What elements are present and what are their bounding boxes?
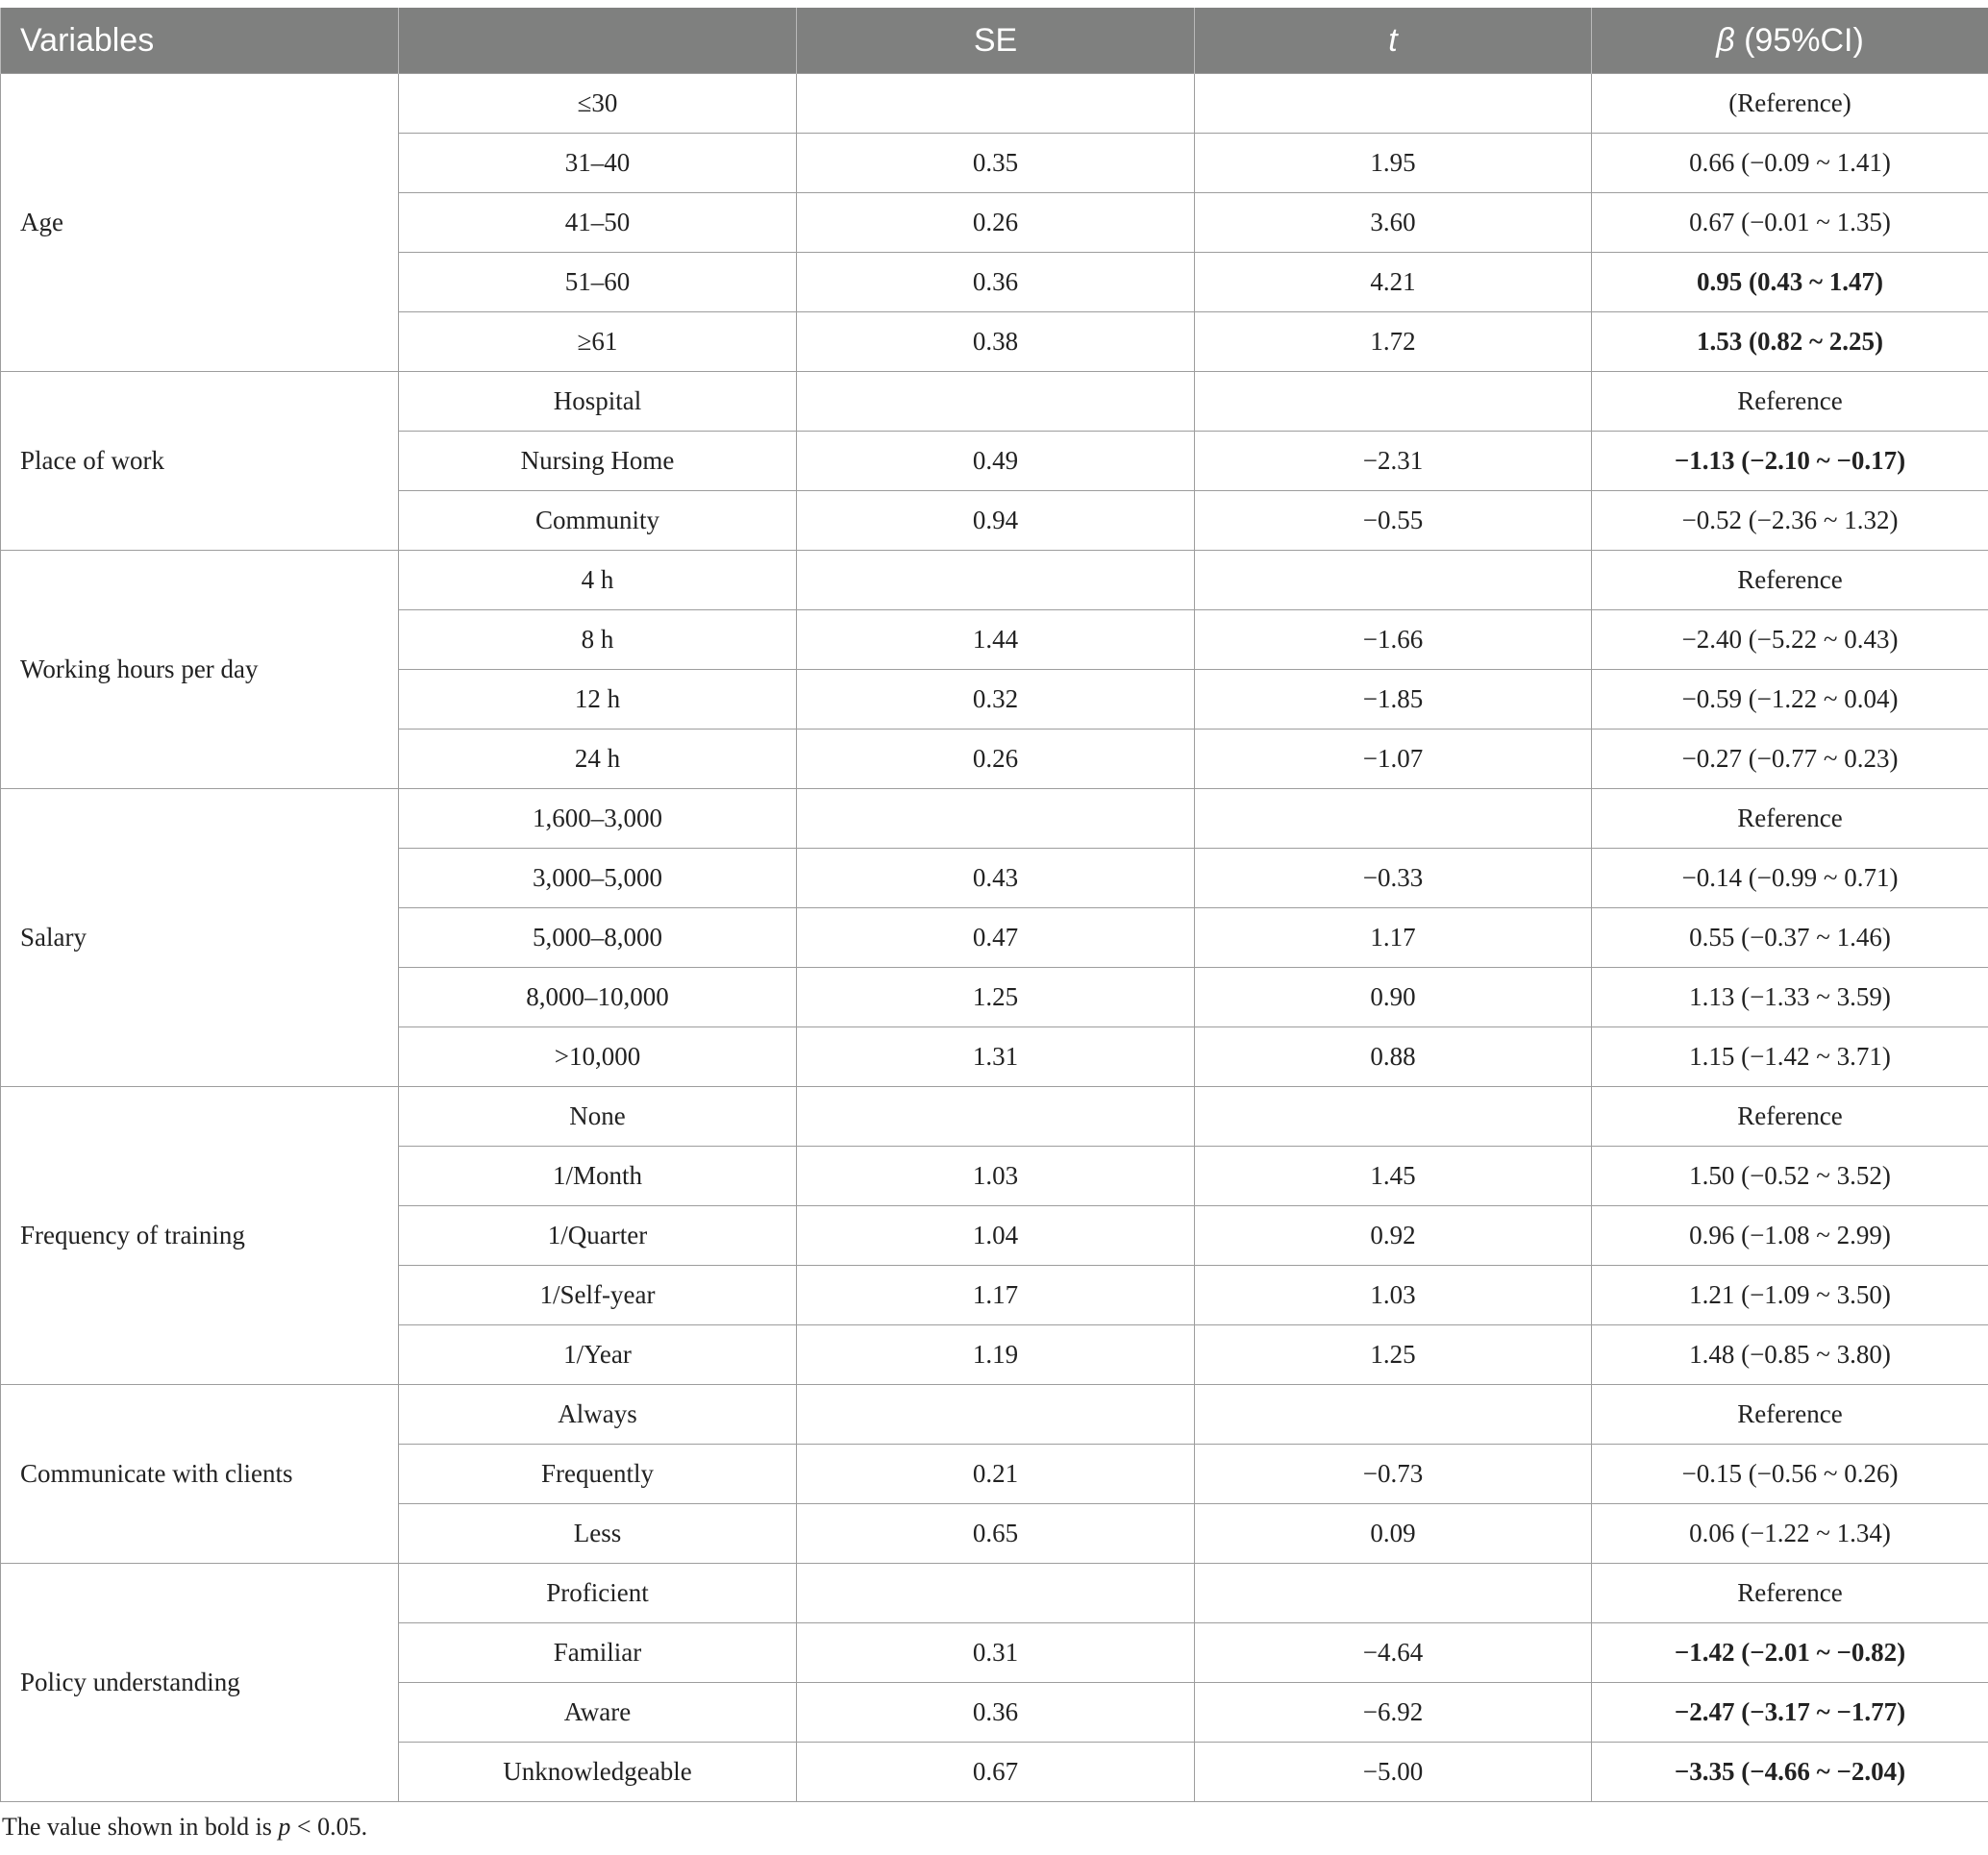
- header-row: [1, 8, 1988, 74]
- level-cell: 8 h: [399, 610, 797, 670]
- beta-ci-cell: 1.13 (−1.33 ~ 3.59): [1592, 968, 1988, 1027]
- beta-ci-cell: Reference: [1592, 1385, 1988, 1445]
- header-beta-symbol: β: [1716, 21, 1735, 59]
- level-cell: 4 h: [399, 551, 797, 610]
- beta-ci-cell: 0.06 (−1.22 ~ 1.34): [1592, 1504, 1988, 1564]
- beta-ci-cell: −0.15 (−0.56 ~ 0.26): [1592, 1445, 1988, 1504]
- beta-ci-cell: Reference: [1592, 789, 1988, 849]
- beta-ci-cell: −0.27 (−0.77 ~ 0.23): [1592, 730, 1988, 789]
- t-cell: 3.60: [1195, 193, 1592, 253]
- t-cell: [1195, 372, 1592, 432]
- beta-ci-cell: Reference: [1592, 372, 1988, 432]
- t-cell: 4.21: [1195, 253, 1592, 312]
- se-cell: 0.21: [797, 1445, 1195, 1504]
- variable-name-cell: Policy understanding: [1, 1564, 399, 1802]
- beta-ci-cell: (Reference): [1592, 74, 1988, 134]
- level-cell: Frequently: [399, 1445, 797, 1504]
- variable-name-cell: Salary: [1, 789, 399, 1087]
- regression-table-container: [0, 8, 1988, 1802]
- beta-ci-cell: 0.67 (−0.01 ~ 1.35): [1592, 193, 1988, 253]
- level-cell: Hospital: [399, 372, 797, 432]
- se-cell: [797, 1087, 1195, 1147]
- beta-ci-cell: Reference: [1592, 551, 1988, 610]
- header-variables: Variables: [1, 8, 399, 74]
- level-cell: 1,600–3,000: [399, 789, 797, 849]
- level-cell: None: [399, 1087, 797, 1147]
- level-cell: 24 h: [399, 730, 797, 789]
- level-cell: 41–50: [399, 193, 797, 253]
- se-cell: 0.38: [797, 312, 1195, 372]
- footnote-p: p: [278, 1813, 291, 1841]
- level-cell: Community: [399, 491, 797, 551]
- table-row: [1, 372, 1988, 432]
- level-cell: Unknowledgeable: [399, 1743, 797, 1802]
- table-header: [1, 8, 1988, 74]
- se-cell: 1.25: [797, 968, 1195, 1027]
- se-cell: 1.04: [797, 1206, 1195, 1266]
- t-cell: [1195, 551, 1592, 610]
- variable-name-cell: Place of work: [1, 372, 399, 551]
- beta-ci-cell: 0.96 (−1.08 ~ 2.99): [1592, 1206, 1988, 1266]
- table-row: [1, 789, 1988, 849]
- se-cell: 0.94: [797, 491, 1195, 551]
- beta-ci-cell: Reference: [1592, 1564, 1988, 1623]
- t-cell: 1.95: [1195, 134, 1592, 193]
- beta-ci-cell: 1.48 (−0.85 ~ 3.80): [1592, 1325, 1988, 1385]
- variable-name-cell: Communicate with clients: [1, 1385, 399, 1564]
- t-cell: 1.72: [1195, 312, 1592, 372]
- header-level: [399, 8, 797, 74]
- t-cell: [1195, 1087, 1592, 1147]
- level-cell: Familiar: [399, 1623, 797, 1683]
- se-cell: [797, 74, 1195, 134]
- level-cell: Nursing Home: [399, 432, 797, 491]
- header-beta: [1592, 8, 1988, 74]
- t-cell: 1.45: [1195, 1147, 1592, 1206]
- t-cell: 1.25: [1195, 1325, 1592, 1385]
- header-se: SE: [797, 8, 1195, 74]
- beta-ci-cell: −2.47 (−3.17 ~ −1.77): [1592, 1683, 1988, 1743]
- level-cell: >10,000: [399, 1027, 797, 1087]
- t-cell: [1195, 1385, 1592, 1445]
- t-cell: −6.92: [1195, 1683, 1592, 1743]
- t-cell: −0.33: [1195, 849, 1592, 908]
- t-cell: −1.85: [1195, 670, 1592, 730]
- regression-table: [0, 8, 1988, 1802]
- level-cell: 1/Month: [399, 1147, 797, 1206]
- level-cell: 31–40: [399, 134, 797, 193]
- t-cell: −5.00: [1195, 1743, 1592, 1802]
- beta-ci-cell: Reference: [1592, 1087, 1988, 1147]
- t-cell: 1.17: [1195, 908, 1592, 968]
- level-cell: 1/Quarter: [399, 1206, 797, 1266]
- beta-ci-cell: 0.55 (−0.37 ~ 1.46): [1592, 908, 1988, 968]
- level-cell: 5,000–8,000: [399, 908, 797, 968]
- t-cell: 1.03: [1195, 1266, 1592, 1325]
- beta-ci-cell: 1.50 (−0.52 ~ 3.52): [1592, 1147, 1988, 1206]
- table-row: [1, 1385, 1988, 1445]
- se-cell: 0.65: [797, 1504, 1195, 1564]
- level-cell: 51–60: [399, 253, 797, 312]
- table-row: [1, 551, 1988, 610]
- se-cell: 1.44: [797, 610, 1195, 670]
- t-cell: −0.55: [1195, 491, 1592, 551]
- level-cell: ≤30: [399, 74, 797, 134]
- beta-ci-cell: −3.35 (−4.66 ~ −2.04): [1592, 1743, 1988, 1802]
- level-cell: 1/Self-year: [399, 1266, 797, 1325]
- level-cell: ≥61: [399, 312, 797, 372]
- table-row: [1, 1087, 1988, 1147]
- se-cell: 0.35: [797, 134, 1195, 193]
- level-cell: 8,000–10,000: [399, 968, 797, 1027]
- se-cell: 0.32: [797, 670, 1195, 730]
- beta-ci-cell: −2.40 (−5.22 ~ 0.43): [1592, 610, 1988, 670]
- se-cell: 0.31: [797, 1623, 1195, 1683]
- beta-ci-cell: 1.53 (0.82 ~ 2.25): [1592, 312, 1988, 372]
- t-cell: 0.92: [1195, 1206, 1592, 1266]
- t-cell: −0.73: [1195, 1445, 1592, 1504]
- se-cell: [797, 372, 1195, 432]
- beta-ci-cell: 1.15 (−1.42 ~ 3.71): [1592, 1027, 1988, 1087]
- se-cell: 1.17: [797, 1266, 1195, 1325]
- se-cell: 1.03: [797, 1147, 1195, 1206]
- se-cell: 1.19: [797, 1325, 1195, 1385]
- se-cell: [797, 1385, 1195, 1445]
- beta-ci-cell: 0.95 (0.43 ~ 1.47): [1592, 253, 1988, 312]
- table-row: [1, 74, 1988, 134]
- level-cell: 1/Year: [399, 1325, 797, 1385]
- se-cell: 1.31: [797, 1027, 1195, 1087]
- footnote-suffix: < 0.05.: [290, 1813, 368, 1841]
- t-cell: 0.09: [1195, 1504, 1592, 1564]
- variable-name-cell: Frequency of training: [1, 1087, 399, 1385]
- header-t-label: t: [1388, 21, 1398, 59]
- se-cell: 0.43: [797, 849, 1195, 908]
- se-cell: 0.67: [797, 1743, 1195, 1802]
- t-cell: 0.90: [1195, 968, 1592, 1027]
- variable-name-cell: Working hours per day: [1, 551, 399, 789]
- se-cell: [797, 789, 1195, 849]
- se-cell: 0.26: [797, 193, 1195, 253]
- footnote-prefix: The value shown in bold is: [2, 1813, 279, 1841]
- se-cell: 0.47: [797, 908, 1195, 968]
- header-t: [1195, 8, 1592, 74]
- beta-ci-cell: −0.14 (−0.99 ~ 0.71): [1592, 849, 1988, 908]
- t-cell: −2.31: [1195, 432, 1592, 491]
- t-cell: [1195, 789, 1592, 849]
- table-footnote: [2, 1813, 367, 1842]
- header-beta-ci: (95%CI): [1734, 21, 1864, 59]
- level-cell: Proficient: [399, 1564, 797, 1623]
- t-cell: [1195, 74, 1592, 134]
- se-cell: [797, 551, 1195, 610]
- beta-ci-cell: −1.13 (−2.10 ~ −0.17): [1592, 432, 1988, 491]
- beta-ci-cell: −0.59 (−1.22 ~ 0.04): [1592, 670, 1988, 730]
- level-cell: 12 h: [399, 670, 797, 730]
- beta-ci-cell: 1.21 (−1.09 ~ 3.50): [1592, 1266, 1988, 1325]
- variable-name-cell: Age: [1, 74, 399, 372]
- table-row: [1, 1564, 1988, 1623]
- t-cell: 0.88: [1195, 1027, 1592, 1087]
- se-cell: 0.36: [797, 253, 1195, 312]
- table-body: [1, 74, 1988, 1802]
- level-cell: Always: [399, 1385, 797, 1445]
- beta-ci-cell: −0.52 (−2.36 ~ 1.32): [1592, 491, 1988, 551]
- t-cell: [1195, 1564, 1592, 1623]
- se-cell: 0.49: [797, 432, 1195, 491]
- t-cell: −4.64: [1195, 1623, 1592, 1683]
- se-cell: [797, 1564, 1195, 1623]
- beta-ci-cell: −1.42 (−2.01 ~ −0.82): [1592, 1623, 1988, 1683]
- t-cell: −1.66: [1195, 610, 1592, 670]
- level-cell: 3,000–5,000: [399, 849, 797, 908]
- level-cell: Less: [399, 1504, 797, 1564]
- t-cell: −1.07: [1195, 730, 1592, 789]
- se-cell: 0.36: [797, 1683, 1195, 1743]
- beta-ci-cell: 0.66 (−0.09 ~ 1.41): [1592, 134, 1988, 193]
- se-cell: 0.26: [797, 730, 1195, 789]
- level-cell: Aware: [399, 1683, 797, 1743]
